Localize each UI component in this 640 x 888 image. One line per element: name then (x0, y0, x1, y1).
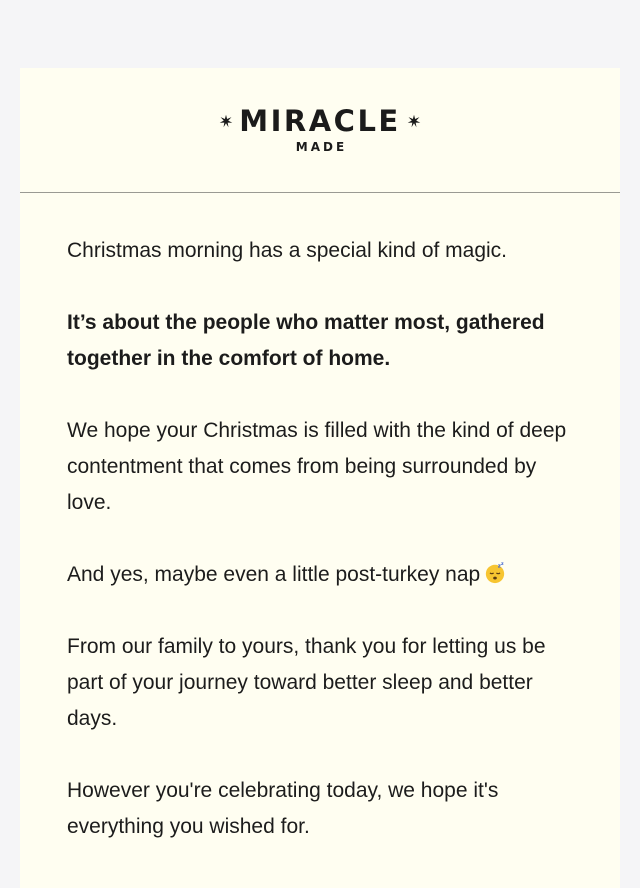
paragraph-nap-text: And yes, maybe even a little post-turkey nap (67, 563, 481, 586)
star-icon (219, 114, 233, 128)
logo-main-row (219, 104, 421, 138)
brand-subtitle: MADE (295, 140, 348, 154)
brand-name: MIRACLE (239, 104, 401, 138)
svg-text:z: z (497, 563, 502, 570)
paragraph-wishes: We hope your Christmas is filled with the kind of deep contentment that comes from being surrounded by love. (67, 419, 567, 514)
brand-logo[interactable] (20, 104, 620, 154)
paragraph-closing: However you're celebrating today, we hope it's everything you wished for. (67, 779, 499, 838)
star-icon (407, 114, 421, 128)
paragraph-thanks: From our family to yours, thank you for letting us be part of your journey toward better sleep and better days. (67, 635, 546, 730)
email-body (67, 233, 577, 881)
paragraph-highlight: It’s about the people who matter most, gathered together in the comfort of home. (67, 311, 545, 370)
sleeping-face-emoji-icon (484, 562, 506, 584)
email-card (20, 68, 620, 888)
paragraph-nap (67, 557, 577, 593)
email-header (20, 68, 620, 193)
svg-text:z: z (501, 562, 504, 568)
paragraph-intro: Christmas morning has a special kind of magic. (67, 239, 508, 262)
